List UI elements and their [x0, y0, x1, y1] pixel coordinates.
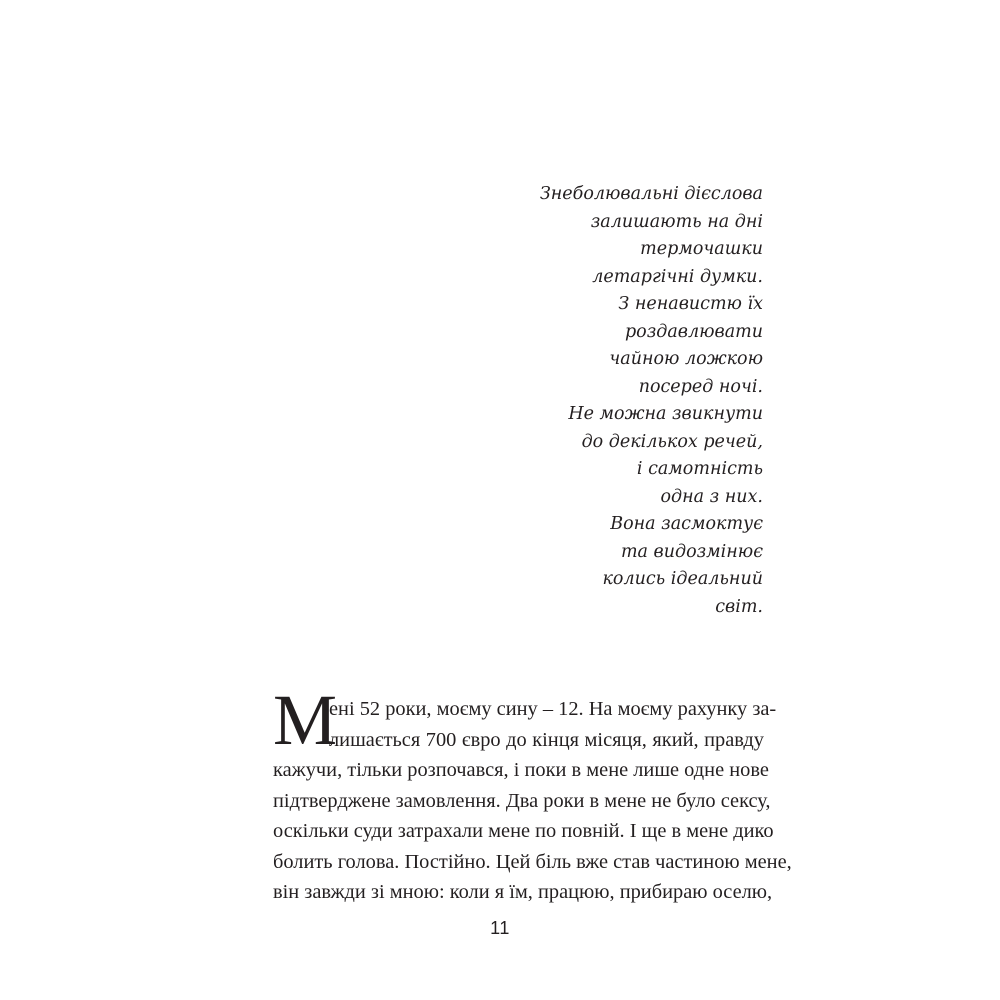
epigraph-line: світ.	[715, 596, 763, 617]
epigraph-line: термочашки	[640, 239, 763, 259]
epigraph-line: та видозмінює	[620, 541, 763, 562]
epigraph-line: посеред ночі.	[638, 376, 763, 397]
epigraph-line: Вона засмоктує	[610, 514, 763, 534]
epigraph-line: одна з них.	[660, 486, 763, 507]
epigraph-line: З ненавистю їх	[618, 294, 763, 314]
epigraph-line: чайною ложкою	[609, 349, 763, 369]
body-line: болить голова. Постійно. Цей біль вже став частиною мене,	[273, 850, 792, 873]
body-line: підтверджене замовлення. Два роки в мене не було сексу,	[273, 789, 771, 812]
body-paragraph	[273, 694, 792, 908]
body-line: лишається 700 євро до кінця місяця, який, правду	[329, 728, 764, 751]
epigraph-poem	[443, 181, 763, 621]
epigraph-line: до декількох речей,	[581, 431, 763, 452]
epigraph-line: залишають на дні	[590, 211, 763, 232]
epigraph-line: роздавлювати	[624, 321, 763, 342]
body-line: кажучи, тільки розпочався, і поки в мене лише одне нове	[273, 759, 769, 781]
body-line: ені 52 роки, моєму сину – 12. На моєму рахунку за-	[329, 698, 777, 720]
epigraph-line: летаргічні думки.	[592, 266, 763, 287]
epigraph-line: колись ідеальний	[602, 569, 763, 589]
epigraph-line: Знеболювальні дієслова	[539, 184, 763, 204]
page-number: 11	[490, 918, 510, 938]
body-line: оскільки суди затрахали мене по повній. І ще в мене дико	[273, 820, 774, 842]
body-line: він завжди зі мною: коли я їм, працюю, прибираю оселю,	[273, 881, 773, 903]
epigraph-line: Не можна звикнути	[568, 404, 763, 424]
drop-cap-letter: М	[273, 680, 338, 760]
epigraph-line: і самотність	[636, 459, 763, 479]
